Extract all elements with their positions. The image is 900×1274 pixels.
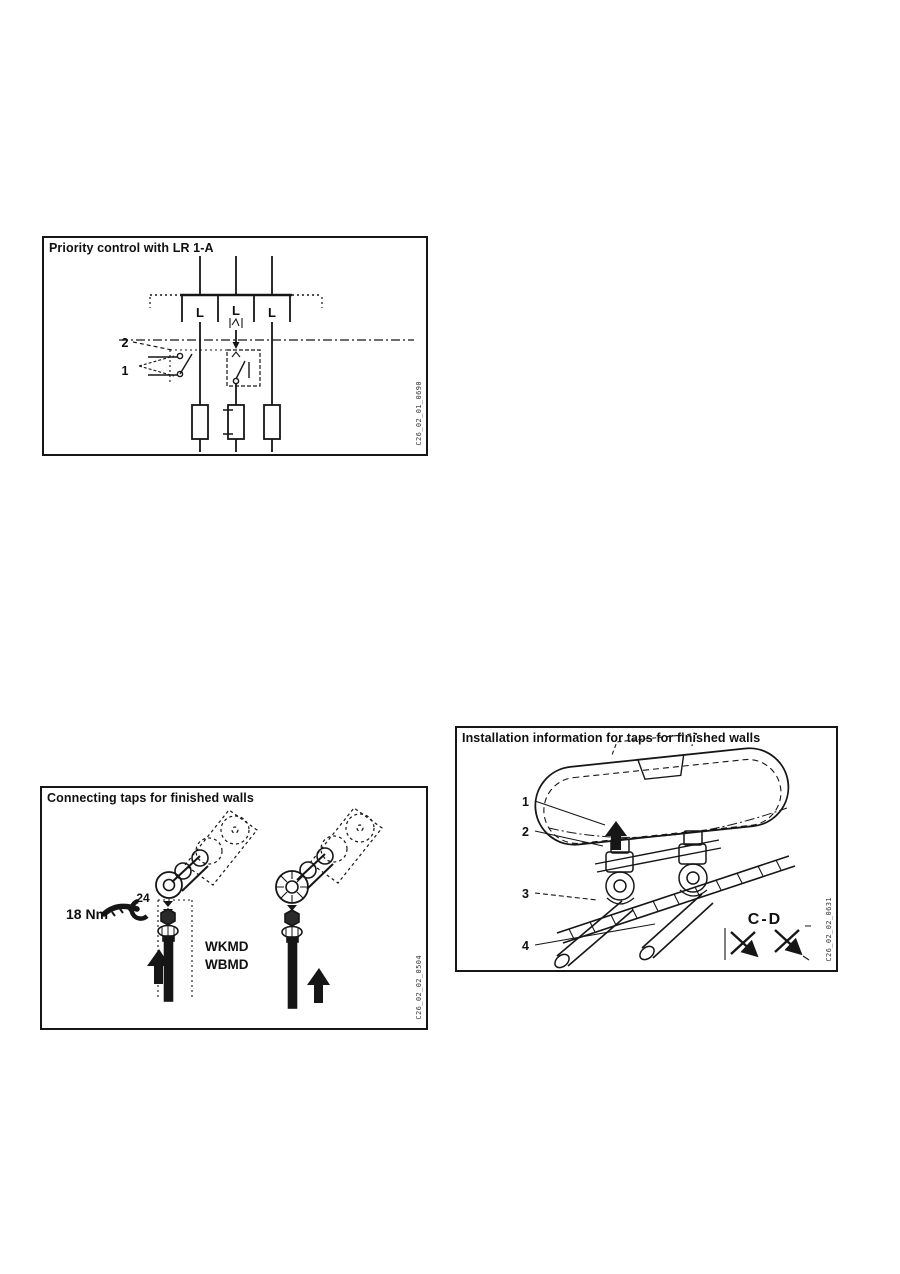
terminal-label-2: L — [232, 303, 240, 318]
callout-3-leader — [535, 893, 597, 900]
pipe-right — [637, 894, 713, 962]
flange-nut-right — [282, 927, 302, 938]
valve-assembly-right — [679, 831, 707, 896]
pipe-right — [289, 942, 297, 1008]
relay-switch — [232, 352, 249, 384]
tap-arm-right — [297, 854, 333, 889]
installation-info-drawing — [457, 728, 836, 970]
callout-1-label: 1 — [121, 364, 129, 378]
flange-nut-left — [158, 926, 178, 937]
priority-wiring-diagram — [44, 238, 426, 454]
callout-2-leader — [133, 342, 172, 350]
figure-title: Installation information for taps for finished walls — [462, 731, 761, 745]
arm-joint-left — [192, 850, 208, 866]
figure-title: Priority control with LR 1-A — [49, 241, 214, 255]
callout-2-label: 2 — [522, 825, 529, 839]
down-arrowhead — [233, 342, 240, 349]
figure-installation-info — [455, 726, 838, 972]
figure-code: C26_02_02_0504 — [415, 955, 423, 1020]
model-label-wbmd: WBMD — [205, 957, 249, 972]
pipe-left — [165, 941, 173, 1001]
wall-plate-left — [185, 810, 257, 885]
callout-2-label: 2 — [121, 336, 129, 350]
connecting-taps-drawing — [42, 788, 426, 1028]
load-box-left — [192, 405, 208, 439]
callout-3-label: 3 — [522, 887, 529, 901]
up-arrow-right — [307, 968, 330, 1003]
cover-contour-line — [549, 808, 787, 837]
detail-cd-label: C-D — [747, 911, 783, 928]
relay-contact-symbol — [230, 318, 242, 328]
figure-code: C26_02_01_0690 — [415, 381, 423, 446]
callout-1-leader — [139, 356, 174, 376]
figure-code: C26_02_02_0631 — [825, 897, 833, 962]
terminal-label-1: L — [196, 305, 204, 320]
union-nut-left — [161, 909, 175, 925]
callout-1-label: 1 — [522, 795, 529, 809]
wall-plate-right — [310, 808, 382, 883]
detail-cd-arrows — [725, 926, 811, 960]
figure-priority-control — [42, 236, 428, 456]
figure-title: Connecting taps for finished walls — [47, 791, 254, 805]
wrench-size-label: 24 — [136, 891, 150, 905]
unit-cover — [529, 728, 792, 849]
torque-label: 18 Nm — [66, 906, 109, 922]
load-box-right — [264, 405, 280, 439]
model-label-wkmd: WKMD — [205, 939, 249, 954]
insert-arrow — [605, 821, 627, 850]
figure-connecting-taps — [40, 786, 428, 1030]
terminal-label-3: L — [268, 305, 276, 320]
relay-switch-box — [227, 350, 260, 386]
union-nut-right — [285, 910, 299, 926]
remote-switch-dotted-box — [170, 350, 227, 384]
arm-joint-right — [317, 848, 333, 864]
callout-4-label: 4 — [522, 939, 529, 953]
